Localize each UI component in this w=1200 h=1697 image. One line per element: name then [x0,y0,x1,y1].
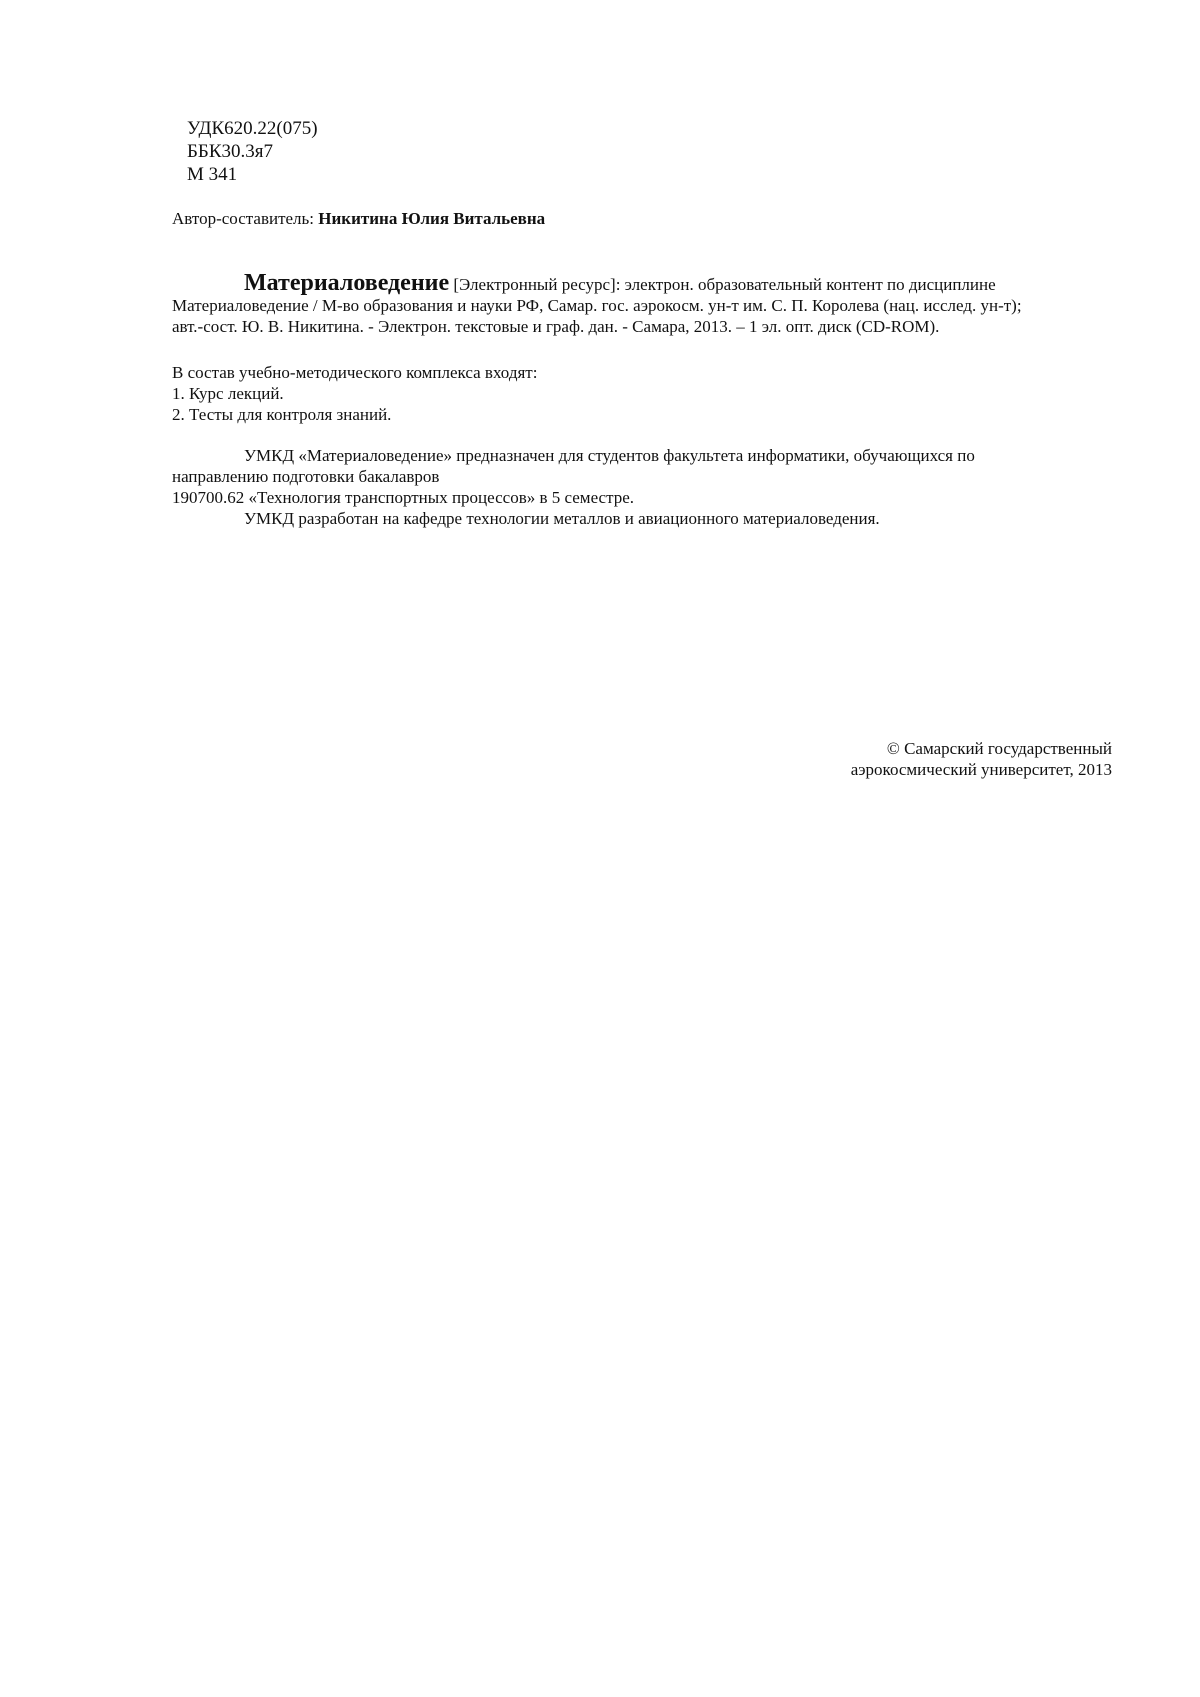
biblio-line-1-rest: [Электронный ресурс]: электрон. образовательный контент по дисциплине [449,275,996,294]
composition-heading: В состав учебно-методического комплекса входят: [172,363,538,382]
purpose-line-4: УМКД разработан на кафедре технологии металлов и авиационного материаловедения. [244,509,880,528]
purpose-line-3: 190700.62 «Технология транспортных процессов» в 5 семестре. [172,488,635,507]
author-line [172,208,545,229]
copyright-line-1: © Самарский государственный [886,739,1112,758]
document-title: Материаловедение [244,270,450,296]
bbk-code: ББК30.3я7 [187,141,273,162]
purpose-line-1: УМКД «Материаловедение» предназначен для студентов факультета информатики, обучающихся по [244,446,975,465]
list-item: 1. Курс лекций. [172,384,284,403]
author-mark: М 341 [187,164,238,185]
udk-code: УДК620.22(075) [187,118,318,139]
purpose-section [172,445,1102,529]
author-label: Автор-составитель: [172,209,319,228]
biblio-line-2: Материаловедение / М-во образования и науки РФ, Самар. гос. аэрокосм. ун-т им. С. П. Королева (нац. исслед. ун-т); [172,296,1022,315]
composition-section [172,362,537,425]
biblio-line-3: авт.-сост. Ю. В. Никитина. - Электрон. текстовые и граф. дан. - Самара, 2013. – 1 эл. опт. диск (CD-ROM). [172,317,940,336]
bibliographic-description [172,270,1102,337]
list-item: 2. Тесты для контроля знаний. [172,405,392,424]
author-name: Никитина Юлия Витальевна [318,209,546,228]
copyright-line-2: аэрокосмический университет, 2013 [850,760,1112,779]
purpose-line-2: направлению подготовки бакалавров [172,467,440,486]
copyright-notice [851,738,1112,780]
biblio-line-1 [172,270,1102,296]
classification-codes [187,117,318,186]
